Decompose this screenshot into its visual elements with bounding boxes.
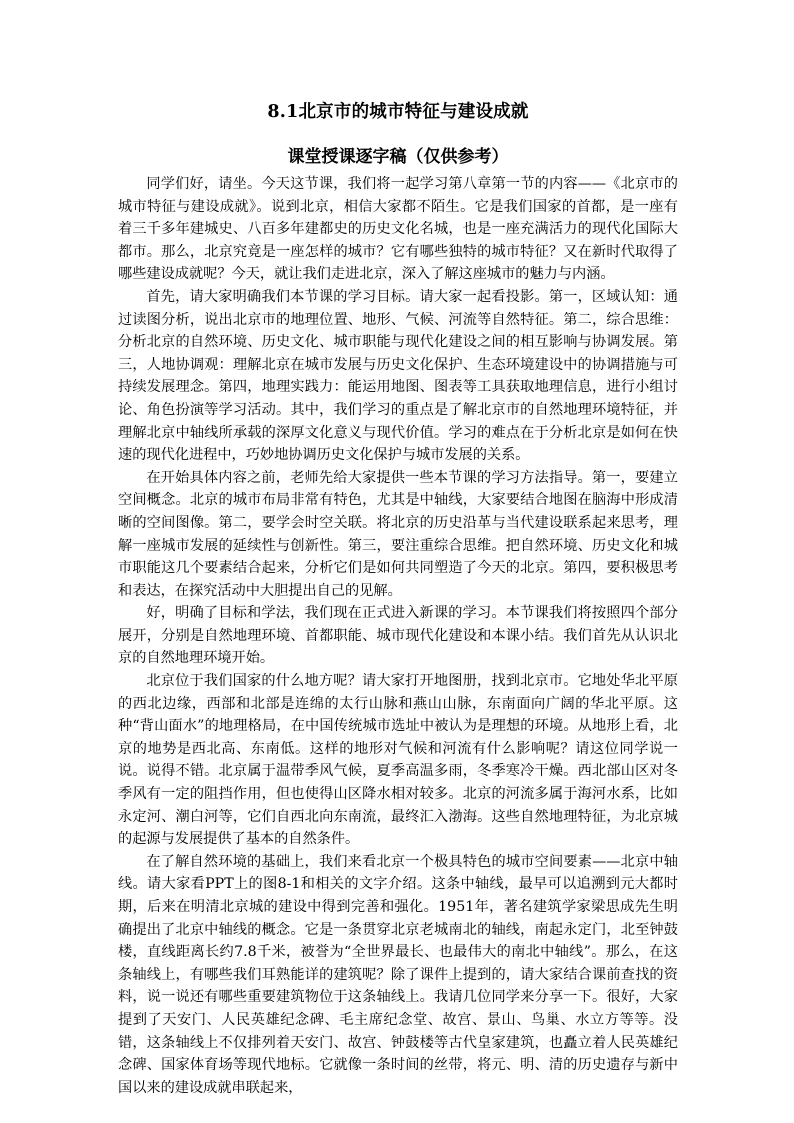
paragraph-intro: 同学们好，请坐。今天这节课，我们将一起学习第八章第一节的内容——《北京市的城市特征与建设成就》。说到北京，相信大家都不陌生。它是我们国家的首都，是一座有着三千多年建城史、八百多年建都史的历史文化名城，也是一座充满活力的现代化国际大都市。那么，北京究竟是一座怎样的城市？它有哪些独特的城市特征？又在新时代取得了哪些建设成就呢？今天，就让我们走进北京，深入了解这座城市的魅力与内涵。 xyxy=(118,176,678,283)
paragraph-learning-goals: 首先，请大家明确我们本节课的学习目标。请大家一起看投影。第一，区域认知：通过读图分析，说出北京市的地理位置、地形、气候、河流等自然特征。第二，综合思维：分析北京的自然环境、历史文化、城市职能与现代化建设之间的相互影响与协调发展。第三，人地协调观：理解北京在城市发展与历史文化保护、生态环境建设中的协调措施与可持续发展理念。第四，地理实践力：能运用地图、图表等工具获取地理信息，进行小组讨论、角色扮演等学习活动。其中，我们学习的重点是了解北京市的自然地理环境特征，并理解北京中轴线所承载的深厚文化意义与现代价值。学习的难点在于分析北京是如何在快速的现代化进程中，巧妙地协调历史文化保护与城市发展的关系。 xyxy=(118,288,678,464)
document-title: 8.1北京市的城市特征与建设成就 xyxy=(267,102,529,122)
document-page xyxy=(118,100,678,1099)
paragraph-natural-environment: 北京位于我们国家的什么地方呢？请大家打开地图册，找到北京市。它地处华北平原的西北边缘，西部和北部是连绵的太行山脉和燕山山脉，东南面向广阔的华北平原。这种“背山面水”的地理格局，在中国传统城市选址中被认为是理想的环境。从地形上看，北京的地势是西北高、东南低。这样的地形对气候和河流有什么影响呢？请这位同学说一说。说得不错。北京属于温带季风气候，夏季高温多雨，冬季寒冷干燥。西北部山区对冬季风有一定的阻挡作用，但也使得山区降水相对较多。北京的河流多属于海河水系，比如永定河、潮白河等，它们自西北向东南流，最终汇入渤海。这些自然地理特征，为北京城的起源与发展提供了基本的自然条件。 xyxy=(118,673,678,848)
document-body xyxy=(118,173,678,1099)
document-subtitle: 课堂授课逐字稿（仅供参考） xyxy=(287,147,509,167)
paragraph-lesson-outline: 好，明确了目标和学法，我们现在正式进入新课的学习。本节课我们将按照四个部分展开，分别是自然地理环境、首都职能、城市现代化建设和本课小结。我们首先从认识北京的自然地理环境开始。 xyxy=(118,605,678,667)
paragraph-study-methods: 在开始具体内容之前，老师先给大家提供一些本节课的学习方法指导。第一，要建立空间概念。北京的城市布局非常有特色，尤其是中轴线，大家要结合地图在脑海中形成清晰的空间图像。第二，要学会时空关联。将北京的历史沿革与当代建设联系起来思考，理解一座城市发展的延续性与创新性。第三，要注重综合思维。把自然环境、历史文化和城市职能这几个要素结合起来，分析它们是如何共同塑造了今天的北京。第四，要积极思考和表达，在探究活动中大胆提出自己的见解。 xyxy=(118,469,678,599)
paragraph-central-axis: 在了解自然环境的基础上，我们来看北京一个极具特色的城市空间要素——北京中轴线。请大家看PPT上的图8-1和相关的文字介绍。这条中轴线，最早可以追溯到元大都时期，后来在明清北京城的建设中得到完善和强化。1951年，著名建筑学家梁思成先生明确提出了北京中轴线的概念。它是一条贯穿北京老城南北的轴线，南起永定门，北至钟鼓楼，直线距离长约7.8千米，被誉为“全世界最长、也最伟大的南北中轴线”。那么，在这条轴线上，有哪些我们耳熟能详的建筑呢？除了课件上提到的，请大家结合课前查找的资料，说一说还有哪些重要建筑物位于这条轴线上。我请几位同学来分享一下。很好，大家提到了天安门、人民英雄纪念碑、毛主席纪念堂、故宫、景山、鸟巢、水立方等等。没错，这条轴线上不仅排列着天安门、故宫、钟鼓楼等古代皇家建筑，也矗立着人民英雄纪念碑、国家体育场等现代地标。它就像一条时间的丝带，将元、明、清的历史遗存与新中国以来的建设成就串联起来， xyxy=(118,853,678,1096)
